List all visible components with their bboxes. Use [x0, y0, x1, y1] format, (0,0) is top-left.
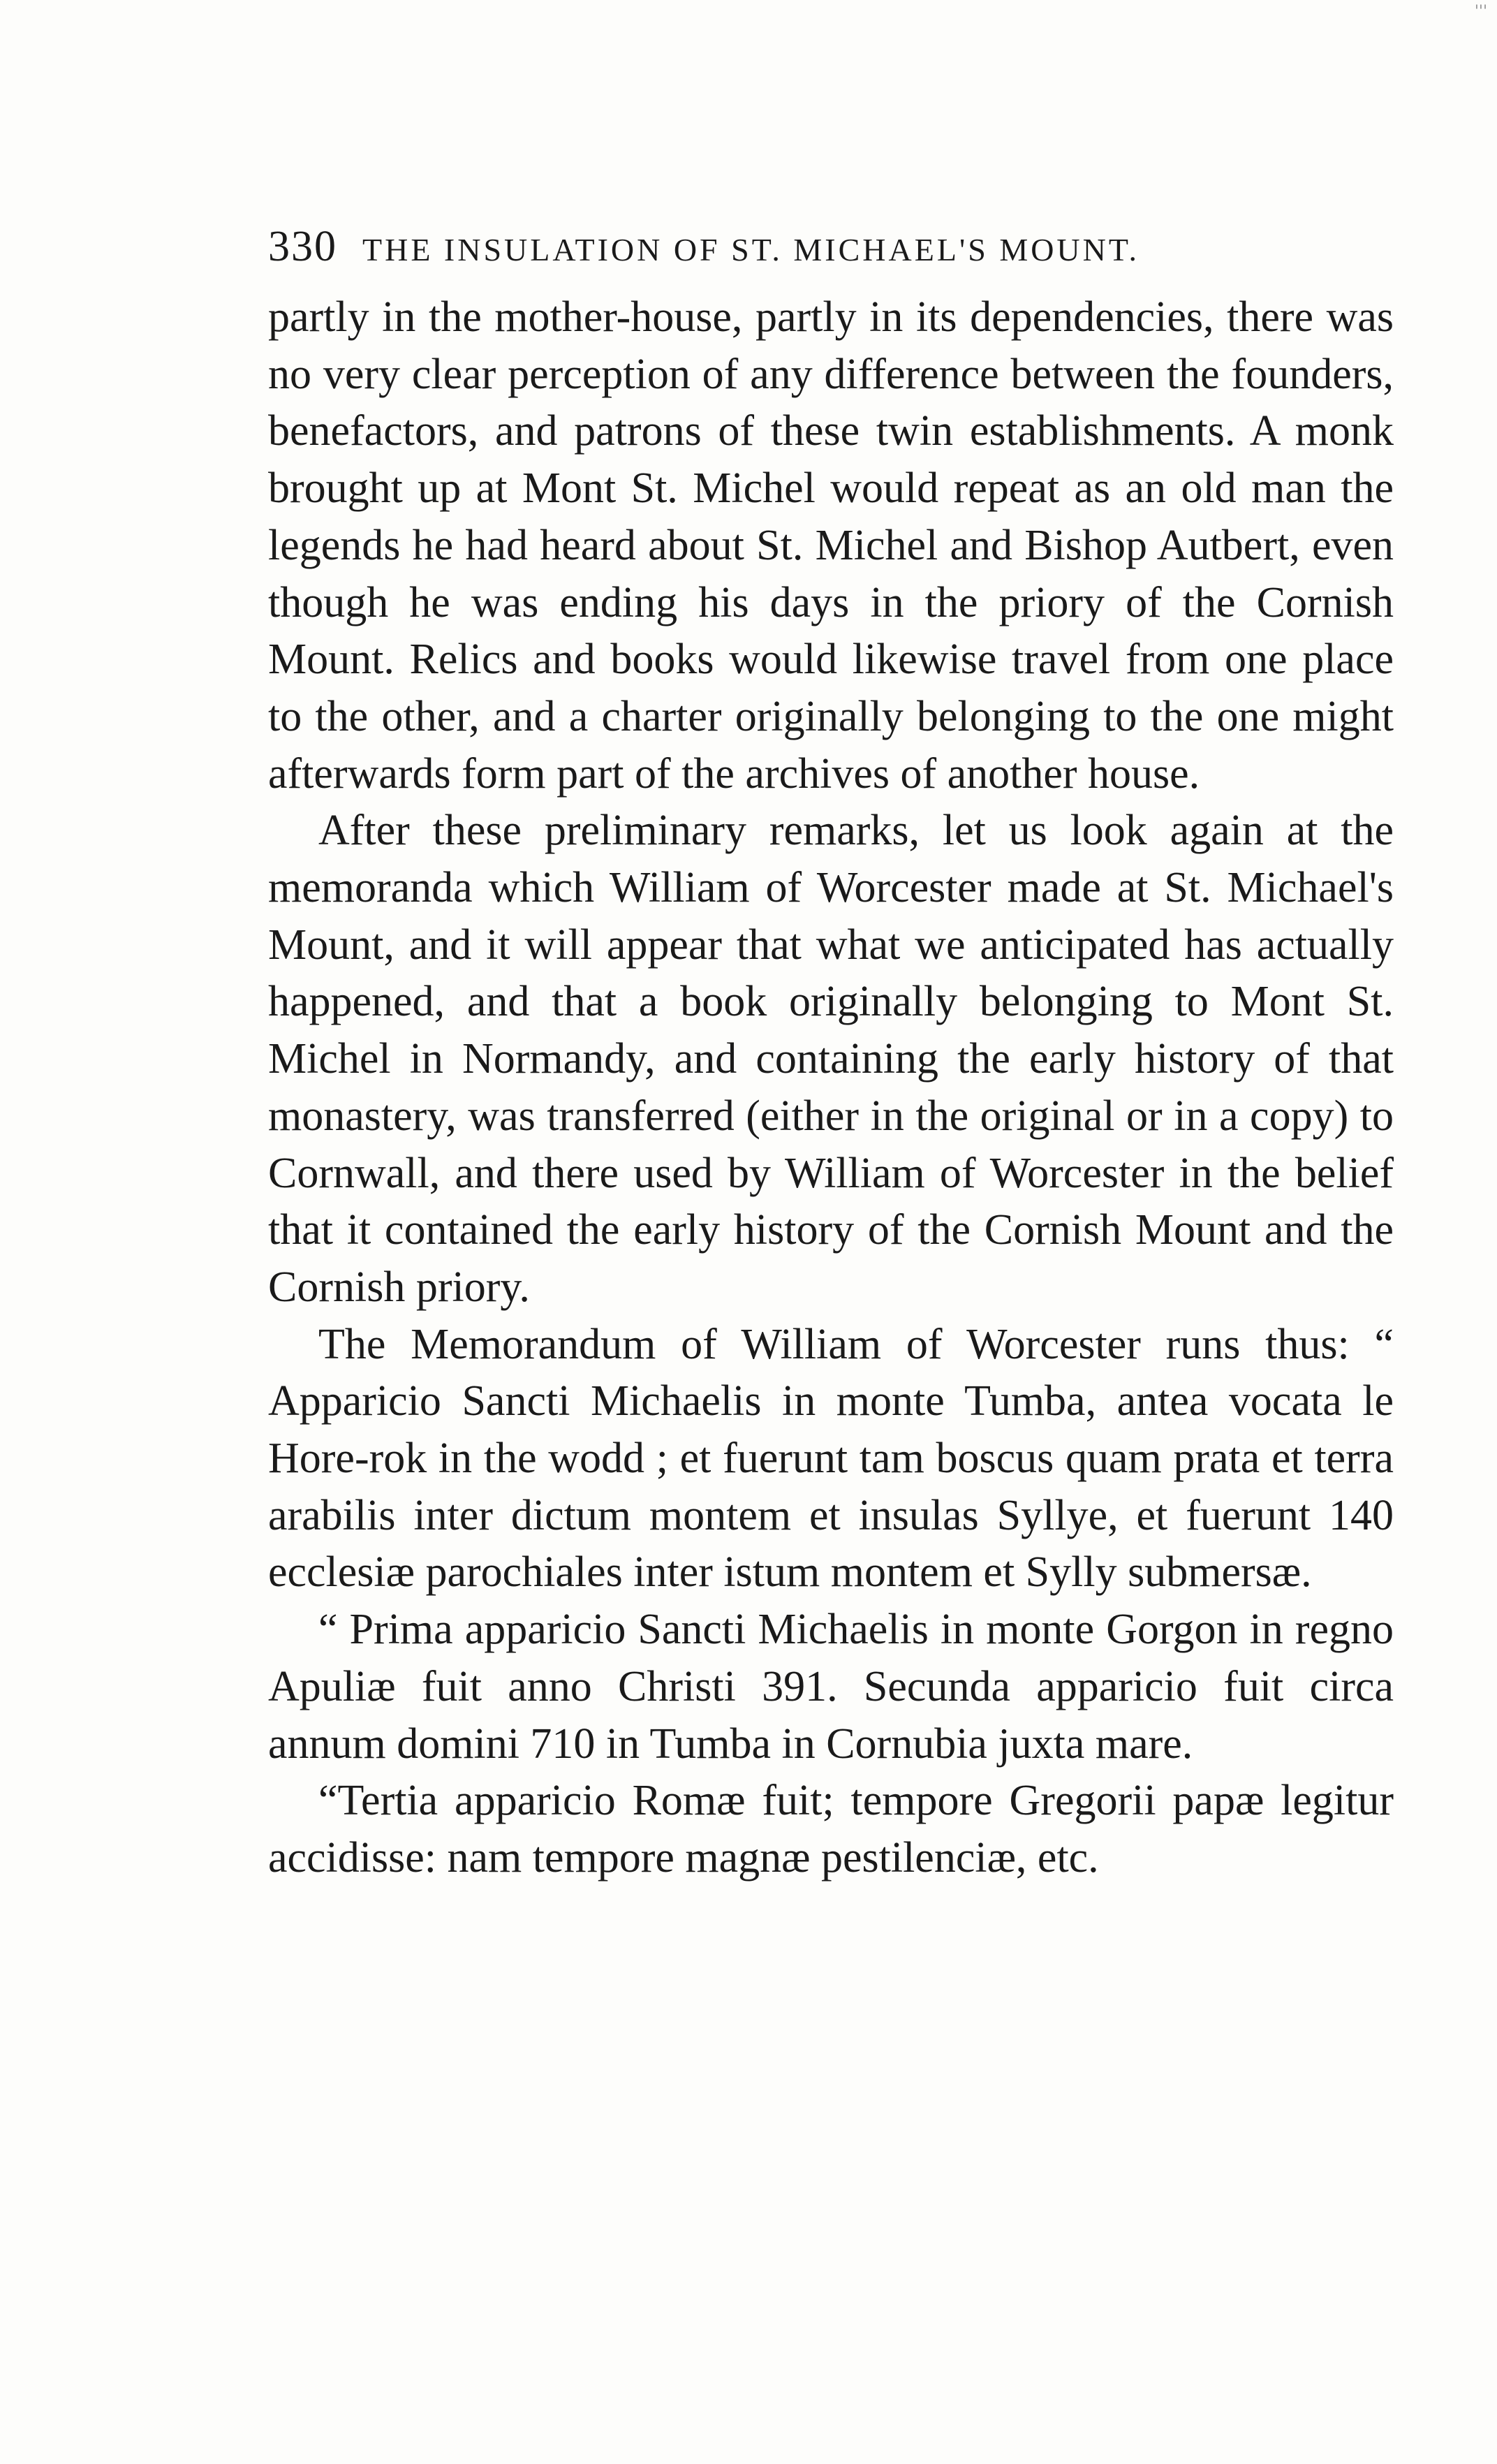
- corner-mark: ''': [1474, 3, 1487, 20]
- paragraph-memorandum: The Memorandum of William of Worcester runs thus: “ Apparicio Sancti Michaelis in monte Tumba, antea vocata le Hore-rok in the wodd ; et fuerunt tam boscus quam prata et terra arabilis inter dictum montem et insulas Syllye, et fuerunt 140 ecclesiæ parochiales inter istum montem et Sylly submersæ.: [268, 1320, 1394, 1597]
- page-number: 330: [268, 223, 337, 270]
- paragraph-prima-apparicio: “ Prima apparicio Sancti Michaelis in monte Gorgon in regno Apuliæ fuit anno Christi 391. Secunda apparicio fuit circa annum domini 710 in Tumba in Cornubia juxta mare.: [268, 1606, 1394, 1768]
- running-head: [268, 222, 1394, 289]
- paragraph-tertia-apparicio: “Tertia apparicio Romæ fuit; tempore Gregorii papæ legitur accidisse: nam tempore magnæ pestilenciæ, etc.: [268, 1777, 1394, 1882]
- paragraph-continuation: partly in the mother-house, partly in its dependencies, there was no very clear perception of any difference between the founders, benefactors, and patrons of these twin establishments. A monk brought up at Mont St. Michel would repeat as an old man the legends he had heard about St. Michel and Bishop Autbert, even though he was ending his days in the priory of the Cornish Mount. Relics and books would likewise travel from one place to the other, and a charter originally belonging to the one might afterwards form part of the archives of another house.: [268, 293, 1394, 798]
- running-title: THE INSULATION OF ST. MICHAEL'S MOUNT.: [362, 232, 1140, 267]
- paragraph-preliminary-remarks: After these preliminary remarks, let us look again at the memoranda which William of Worcester made at St. Michael's Mount, and it will appear that what we anticipated has actually happened, and that a book originally belonging to Mont St. Michel in Normandy, and containing the early history of that monastery, was transferred (either in the original or in a copy) to Cornwall, and there used by William of Worcester in the belief that it contained the early history of the Cornish Mount and the Cornish priory.: [268, 807, 1394, 1311]
- body-text: [268, 289, 1394, 1887]
- book-page: [268, 222, 1394, 1887]
